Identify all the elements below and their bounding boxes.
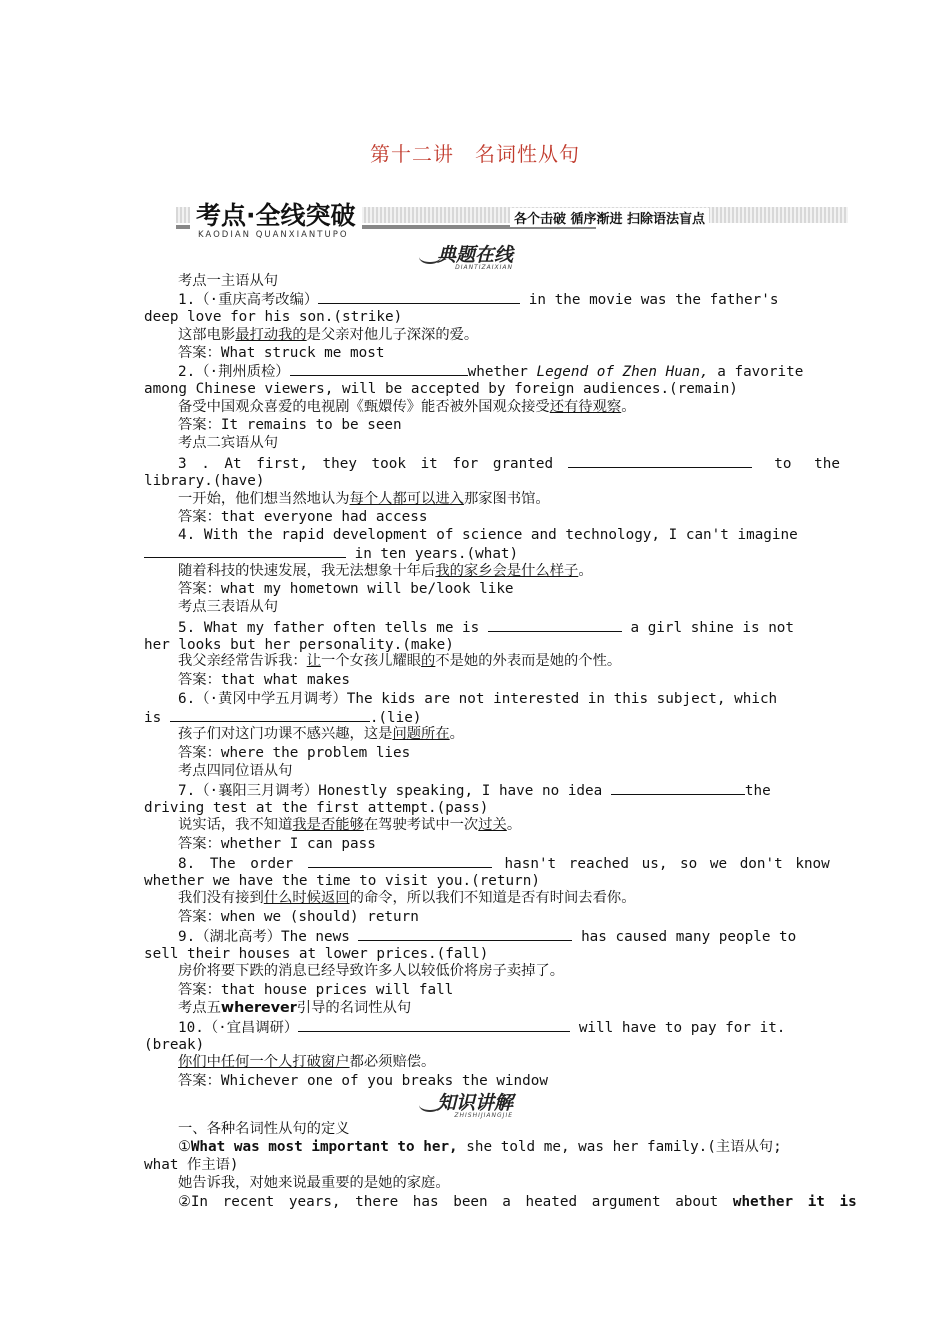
answer-5: 答案：that what makes [178,672,351,688]
answer-1: 答案：What struck me most [178,345,385,361]
question-4-cont: in ten years.(what) [144,544,806,562]
question-2-cont: among Chinese viewers, will be accepted by foreign audiences.(remain) [144,381,738,397]
question-9: 9.（湖北高考）The news has caused many people to [178,929,797,945]
answer-9: 答案：that house prices will fall [178,982,454,998]
banner-title: 考点·全线突破 [190,196,362,232]
answer-10: 答案：Whichever one of you breaks the window [178,1073,548,1089]
translation-5: 我父亲经常告诉我：让一个女孩儿耀眼的不是她的外表而是她的个性。 [178,653,622,669]
section-heading: 考点四同位语从句 [178,763,293,779]
question-5: 5. What my father often tells me is a girl shine is not [178,620,795,636]
logo-text: 典题在线 [436,244,513,266]
section-heading: 考点三表语从句 [178,599,279,615]
question-7-cont: driving test at the first attempt.(pass) [144,800,489,816]
question-7: 7.（·襄阳三月调考）Honestly speaking, I have no idea the [178,783,771,799]
logo-pinyin: DIANTIZAIXIAN [455,264,513,271]
page-title: 第十二讲 名词性从句 [370,142,580,166]
question-10-cont: (break) [144,1037,205,1053]
question-2: 2.（·荆州质检） whether Legend of Zhen Huan, a favorite [178,364,804,380]
answer-6: 答案：where the problem lies [178,745,411,761]
question-10: 10.（·宜昌调研） will have to pay for it. [178,1020,786,1036]
knowledge-example-1-cont: what 作主语) [144,1157,239,1173]
question-8-cont: whether we have the time to visit you.(return) [144,873,540,889]
translation-4: 随着科技的快速发展，我无法想象十年后我的家乡会是什么样子。 [178,563,593,579]
section-heading: 考点二宾语从句 [178,435,279,451]
question-3: 3 . At first, they took it for granted to the [178,456,840,472]
knowledge-heading: 一、各种名词性从句的定义 [178,1121,350,1137]
translation-6: 孩子们对这门功课不感兴趣，这是问题所在。 [178,726,464,742]
translation-10: 你们中任何一个人打破窗户都必须赔偿。 [178,1054,436,1070]
knowledge-example-1: ①What was most important to her, she told me, was her family.(主语从句; [178,1139,782,1155]
question-1: 1.（·重庆高考改编） in the movie was the father's [178,292,779,308]
answer-2: 答案：It remains to be seen [178,417,402,433]
section-heading: 考点五wherever引导的名词性从句 [178,1000,412,1016]
banner-slogan: 各个击破 循序渐进 扫除语法盲点 [510,208,709,227]
translation-7: 说实话，我不知道我是否能够在驾驶考试中一次过关。 [178,817,522,833]
question-6-cont: is .(lie) [144,710,422,726]
question-6: 6.（·黄冈中学五月调考）The kids are not interested in this subject, which [178,691,778,707]
answer-8: 答案：when we (should) return [178,909,419,925]
question-4: 4. With the rapid development of science and technology, I can't imagine [178,527,798,543]
question-1-cont: deep love for his son.(strike) [144,309,403,325]
translation-2: 备受中国观众喜爱的电视剧《甄嬛传》能否被外国观众接受还有待观察。 [178,399,636,415]
question-9-cont: sell their houses at lower prices.(fall) [144,946,489,962]
answer-3: 答案：that everyone had access [178,509,428,525]
translation-3: 一开始，他们想当然地认为每个人都可以进入那家图书馆。 [178,491,550,507]
section-heading: 考点一主语从句 [178,273,279,289]
question-5-cont: her looks but her personality.(make) [144,637,454,653]
answer-7: 答案：whether I can pass [178,836,376,852]
knowledge-translation-1: 她告诉我，对她来说最重要的是她的家庭。 [178,1175,450,1191]
banner-pinyin: KAODIAN QUANXIANTUPO [198,230,349,240]
section-logo-zhishijiangjie [0,1088,950,1121]
translation-9: 房价将要下跌的消息已经导致许多人以较低价将房子卖掉了。 [178,963,565,979]
question-8: 8. The order hasn't reached us, so we don't know [178,856,830,872]
section-banner [176,196,848,240]
logo-text: 知识讲解 [436,1092,513,1114]
knowledge-example-2: ②In recent years, there has been a heated argument about whether it is [178,1194,857,1210]
question-3-cont: library.(have) [144,473,265,489]
translation-8: 我们没有接到什么时候返回的命令，所以我们不知道是否有时间去看你。 [178,890,636,906]
answer-4: 答案：what my hometown will be/look like [178,581,514,597]
translation-1: 这部电影最打动我的是父亲对他儿子深深的爱。 [178,327,479,343]
section-logo-diantizaixian [0,240,950,273]
logo-pinyin: ZHISHIJIANGJIE [454,1112,513,1119]
